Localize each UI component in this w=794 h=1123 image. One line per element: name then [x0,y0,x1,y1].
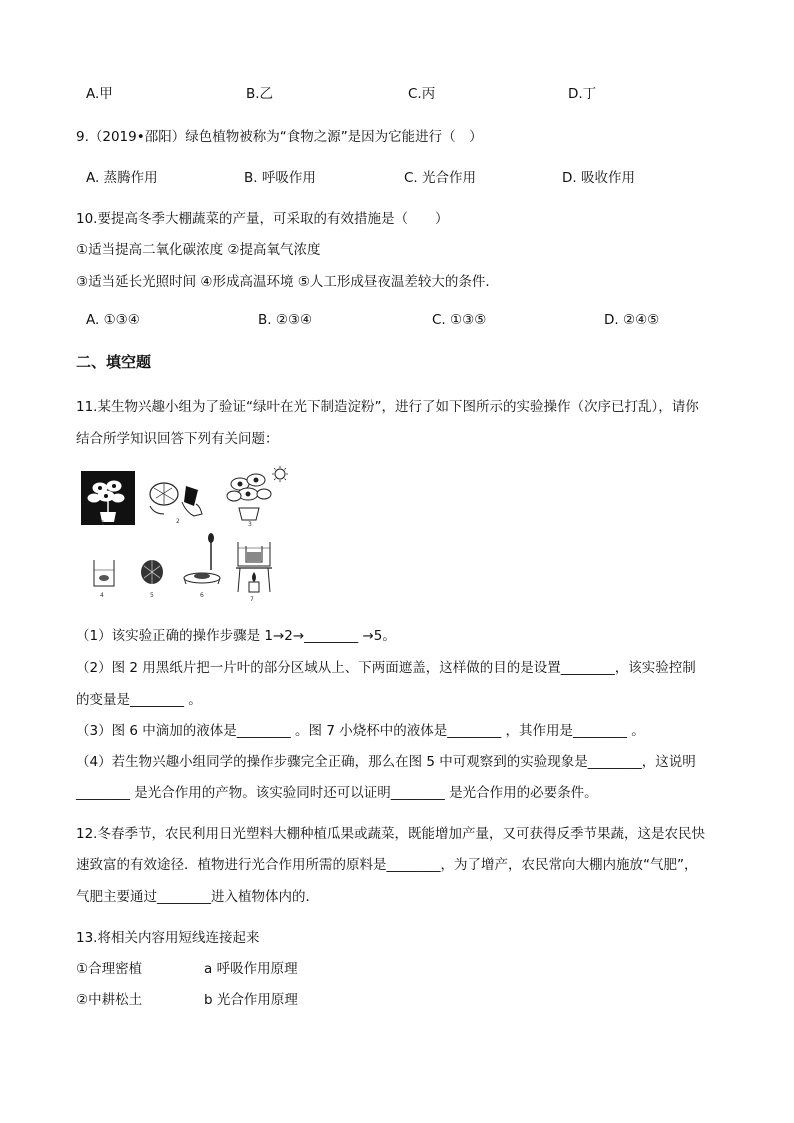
q10-stem: 10.要提高冬季大棚蔬菜的产量，可采取的有效措施是（ ） [76,211,449,227]
q11-p3: （3）图 6 中滴加的液体是________ 。图 7 小烧杯中的液体是________ ，其作用是________ 。 [76,723,645,739]
plant-sunlight-figure [222,466,290,524]
q9-stem: 9.（2019•邵阳）绿色植物被称为“食物之源”是因为它能进行（ ） [76,129,483,145]
water-bath-figure [232,536,276,596]
q11-p2a: （2）图 2 用黑纸片把一片叶的部分区域从上、下两面遮盖，这样做的目的是设置________，该实验控制 [76,660,696,676]
q10-line1: ①适当提高二氧化碳浓度 ②提高氧气浓度 [76,242,321,258]
q8-option-c: C.丙 [408,86,436,102]
q8-option-a: A.甲 [86,86,113,102]
q9-option-d: D. 吸收作用 [562,170,635,186]
q11-stem-line1: 11.某生物兴趣小组为了验证“绿叶在光下制造淀粉”，进行了如下图所示的实验操作（次序已打乱），请你 [76,399,699,415]
fig-label-1: 1 [101,520,105,527]
q10-option-c: C. ①③⑤ [432,312,487,328]
q9-option-a: A. 蒸腾作用 [86,170,158,186]
dropper-dish-figure [180,532,224,590]
q11-p2b: 的变量是________ 。 [76,692,202,708]
section-title: 二、填空题 [76,353,152,371]
q10-line2: ③适当延长光照时间 ④形成高温环境 ⑤人工形成昼夜温差较大的条件． [76,274,499,290]
fig-label-4: 4 [100,592,104,599]
q13-row-2-right: b 光合作用原理 [204,992,298,1008]
fig-label-3: 3 [248,521,252,528]
cover-leaf-figure [142,476,208,522]
q10-option-a: A. ①③④ [86,312,140,328]
dark-box-plant-figure [80,470,136,526]
q11-p1: （1）该实验正确的操作步骤是 1→2→________ →5。 [76,628,396,644]
leaf-result-figure [138,558,166,588]
q11-stem-line2: 结合所学知识回答下列有关问题： [76,431,279,447]
q13-row-1-left: ①合理密植 [76,961,143,977]
q12-line2: 速致富的有效途径．植物进行光合作用所需的原料是________，为了增产，农民常向大棚内施放“气肥”， [76,857,698,873]
q9-option-b: B. 呼吸作用 [244,170,316,186]
fig-label-5: 5 [150,592,154,599]
q11-p4b: ________ 是光合作用的产物。该实验同时还可以证明________ 是光合作用的必要条件。 [76,785,598,801]
q13-row-1-right: a 呼吸作用原理 [204,961,298,977]
q12-line1: 12.冬春季节，农民利用日光塑料大棚种植瓜果或蔬菜，既能增加产量，又可获得反季节果蔬，这是农民快 [76,826,705,842]
q13-row-2-left: ②中耕松土 [76,992,143,1008]
q10-option-b: B. ②③④ [258,312,313,328]
fig-label-2: 2 [176,518,180,525]
q13-stem: 13.将相关内容用短线连接起来 [76,930,260,946]
q8-option-b: B.乙 [246,86,274,102]
q11-p4a: （4）若生物兴趣小组同学的操作步骤完全正确，那么在图 5 中可观察到的实验现象是________，这说明 [76,754,696,770]
q9-options [86,166,726,186]
q9-option-c: C. 光合作用 [404,170,477,186]
q8-options [86,82,726,102]
q10-option-d: D. ②④⑤ [604,312,660,328]
fig-label-6: 6 [200,592,204,599]
q8-option-d: D.丁 [568,86,597,102]
q10-options [86,312,726,328]
beaker-figure [90,556,118,590]
q12-line3: 气肥主要通过________进入植物体内的． [76,889,319,905]
fig-label-7: 7 [250,596,254,603]
